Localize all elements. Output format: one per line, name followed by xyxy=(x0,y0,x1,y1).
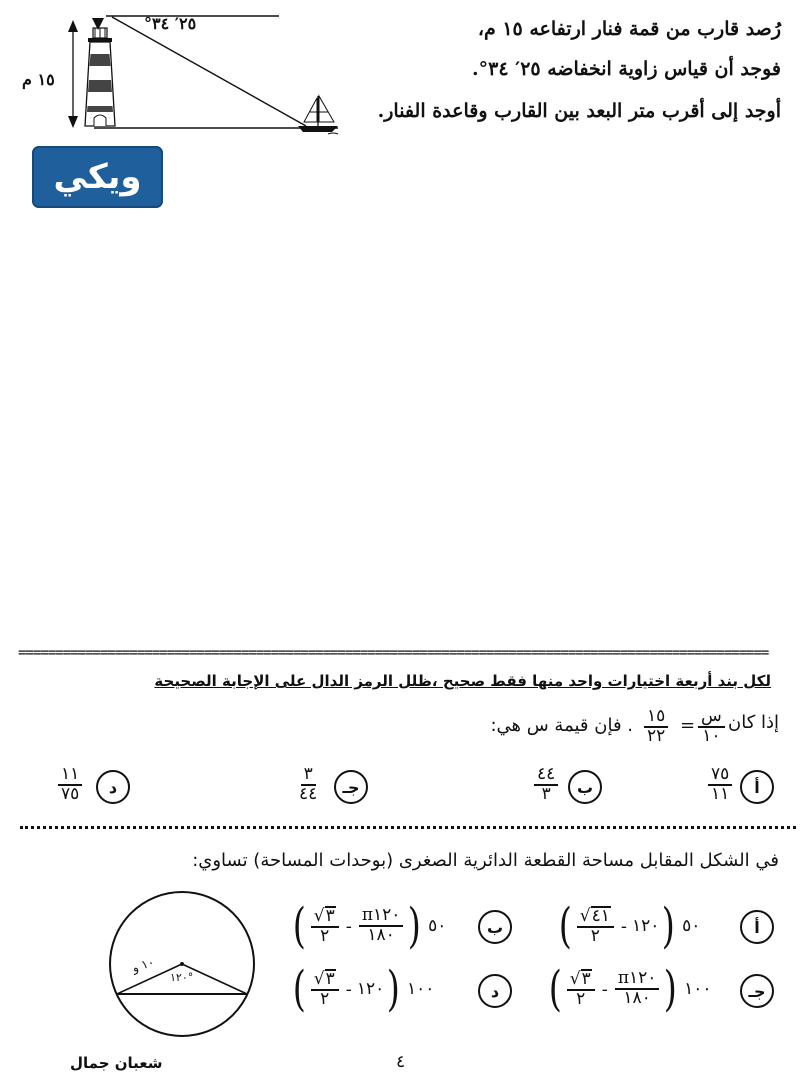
q1-fraction-left xyxy=(698,708,725,746)
q1-option-b-circle[interactable]: ب xyxy=(568,770,602,804)
q1-equals: = xyxy=(680,715,696,736)
q1-suffix: . فإن قيمة س هي: xyxy=(490,715,633,736)
instruction-text: لكل بند أربعة اختيارات واحد منها فقط صحيح ،ظلل الرمز الدال على الإجابة الصحيحة xyxy=(154,672,771,690)
q2-option-b-circle[interactable]: ب xyxy=(478,910,512,944)
q2-option-a-expr: ( √ ٤١ ٢ - ١٢٠ ) ٥٠ xyxy=(558,898,701,954)
q2-option-c-circle[interactable]: جـ xyxy=(740,974,774,1008)
angle-label: ٢٥′ ٣٤° xyxy=(144,14,197,33)
q2-radius-label: ١٠ و xyxy=(130,954,157,976)
q2-option-d-expr: ( √ ٣ ٢ - ١٢٠ ) ١٠٠ xyxy=(292,961,435,1017)
q1-frac-right-den: ٢٢ xyxy=(647,725,666,746)
line-of-sight xyxy=(112,17,306,126)
author-name: شعبان جمال xyxy=(70,1054,163,1072)
q1-option-a-circle[interactable]: أ xyxy=(740,770,774,804)
circle-segment-figure xyxy=(104,880,264,1048)
separator-line: ===================================================================================================== xyxy=(18,645,769,661)
q1-option-c-circle[interactable]: جـ xyxy=(334,770,368,804)
q1-frac-right-num: ١٥ xyxy=(644,708,668,728)
lighthouse-icon xyxy=(85,18,115,126)
q2-option-b-expr: ( √ ٣ ٢ - $\frac{\pi ١٢٠}{١٨٠}$ ) ٥٠ xyxy=(292,898,447,954)
watermark-logo xyxy=(32,146,163,208)
q1-frac-left-num: س xyxy=(698,708,725,728)
dotted-separator xyxy=(20,826,796,835)
q2-option-a-circle[interactable]: أ xyxy=(740,910,774,944)
q2-text: في الشكل المقابل مساحة القطعة الدائرية الصغرى (بوحدات المساحة) تساوي: xyxy=(192,850,779,871)
problem-line-2: فوجد أن قياس زاوية انخفاضه ٢٥′ ٣٤°. xyxy=(472,58,781,80)
q1-option-d-value: ١١ ٧٥ xyxy=(58,766,82,804)
q1-option-a-value: ٧٥ ١١ xyxy=(708,766,732,804)
problem-line-3: أوجد إلى أقرب متر البعد بين القارب وقاعدة الفنار. xyxy=(377,100,781,122)
q1-option-d-circle[interactable]: د xyxy=(96,770,130,804)
problem-line-1: رُصد قارب من قمة فنار ارتفاعه ١٥ م، xyxy=(477,18,781,40)
q2-option-d-circle[interactable]: د xyxy=(478,974,512,1008)
watermark-text: ويكي xyxy=(53,157,142,197)
q2-option-c-expr: ( √ ٣ ٢ - $\frac{\pi ١٢٠}{١٨٠}$ ) ١٠٠ xyxy=(548,961,712,1017)
q1-fraction-right xyxy=(644,708,668,746)
sailboat-icon xyxy=(298,96,338,134)
q1-prefix: إذا كان xyxy=(727,712,779,733)
q1-frac-left-den: ١٠ xyxy=(702,725,721,746)
q1-option-c-value: ٣ ٤٤ xyxy=(299,764,318,804)
height-label: ١٥ م xyxy=(22,70,55,89)
q1-option-b-value: ٤٤ ٣ xyxy=(534,766,558,804)
page-number: ٤ xyxy=(396,1052,406,1072)
q2-angle-label: °١٢٠ xyxy=(170,971,194,984)
